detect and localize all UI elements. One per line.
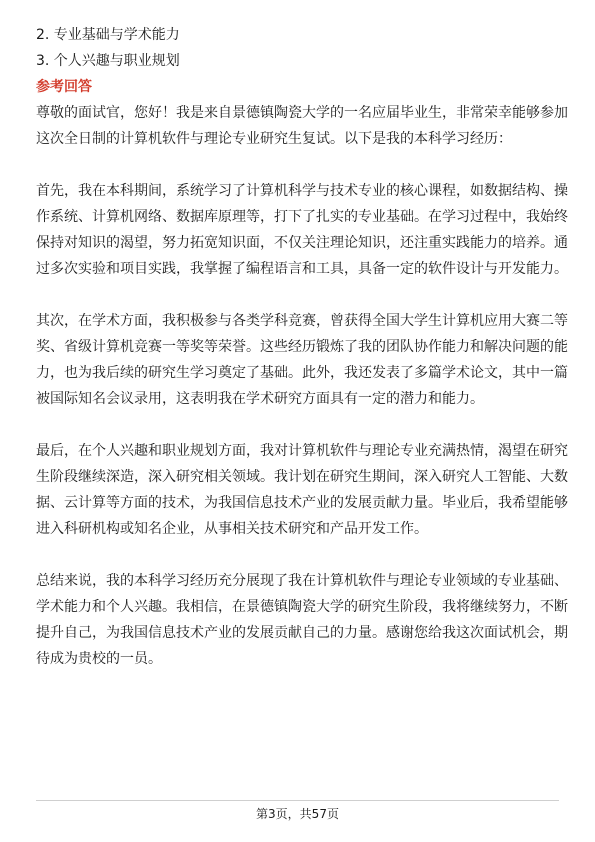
- answer-heading: 参考回答: [36, 79, 92, 95]
- paragraph-summary: 总结来说，我的本科学习经历充分展现了我在计算机软件与理论专业领域的专业基础、学术能力和个人兴趣。我相信，在景德镇陶瓷大学的研究生阶段，我将继续努力，不断提升自己，为我国信息技术产业的发展贡献自己的力量。感谢您给我这次面试机会，期待成为贵校的一员。: [36, 573, 568, 667]
- list-item-specialty: 2. 专业基础与学术能力: [36, 27, 180, 43]
- paragraph-second: 其次，在学术方面，我积极参与各类学科竞赛，曾获得全国大学生计算机应用大赛二等奖、省级计算机竞赛一等奖等荣誉。这些经历锻炼了我的团队协作能力和解决问题的能力，也为我后续的研究生学习奠定了基础。此外，我还发表了多篇学术论文，其中一篇被国际知名会议录用，这表明我在学术研究方面具有一定的潜力和能力。: [36, 313, 568, 407]
- footer-divider: [36, 800, 559, 801]
- paragraph-last: 最后，在个人兴趣和职业规划方面，我对计算机软件与理论专业充满热情，渴望在研究生阶段继续深造，深入研究相关领域。我计划在研究生期间，深入研究人工智能、大数据、云计算等方面的技术，为我国信息技术产业的发展贡献力量。毕业后，我希望能够进入科研机构或知名企业，从事相关技术研究和产品开发工作。: [36, 443, 568, 537]
- paragraph-intro: 尊敬的面试官，您好！我是来自景德镇陶瓷大学的一名应届毕业生，非常荣幸能够参加这次全日制的计算机软件与理论专业研究生复试。以下是我的本科学习经历：: [36, 105, 568, 147]
- paragraph-gap: [36, 282, 568, 308]
- paragraph-gap: [36, 542, 568, 568]
- paragraph-gap: [36, 152, 568, 178]
- page-number: 第3页，共57页: [256, 807, 339, 821]
- page-content: [36, 22, 568, 672]
- list-item-career: 3. 个人兴趣与职业规划: [36, 53, 180, 69]
- paragraph-gap: [36, 412, 568, 438]
- paragraph-first: 首先，我在本科期间，系统学习了计算机科学与技术专业的核心课程，如数据结构、操作系统、计算机网络、数据库原理等，打下了扎实的专业基础。在学习过程中，我始终保持对知识的渴望，努力拓宽知识面，不仅关注理论知识，还注重实践能力的培养。通过多次实验和项目实践，我掌握了编程语言和工具，具备一定的软件设计与开发能力。: [36, 183, 568, 277]
